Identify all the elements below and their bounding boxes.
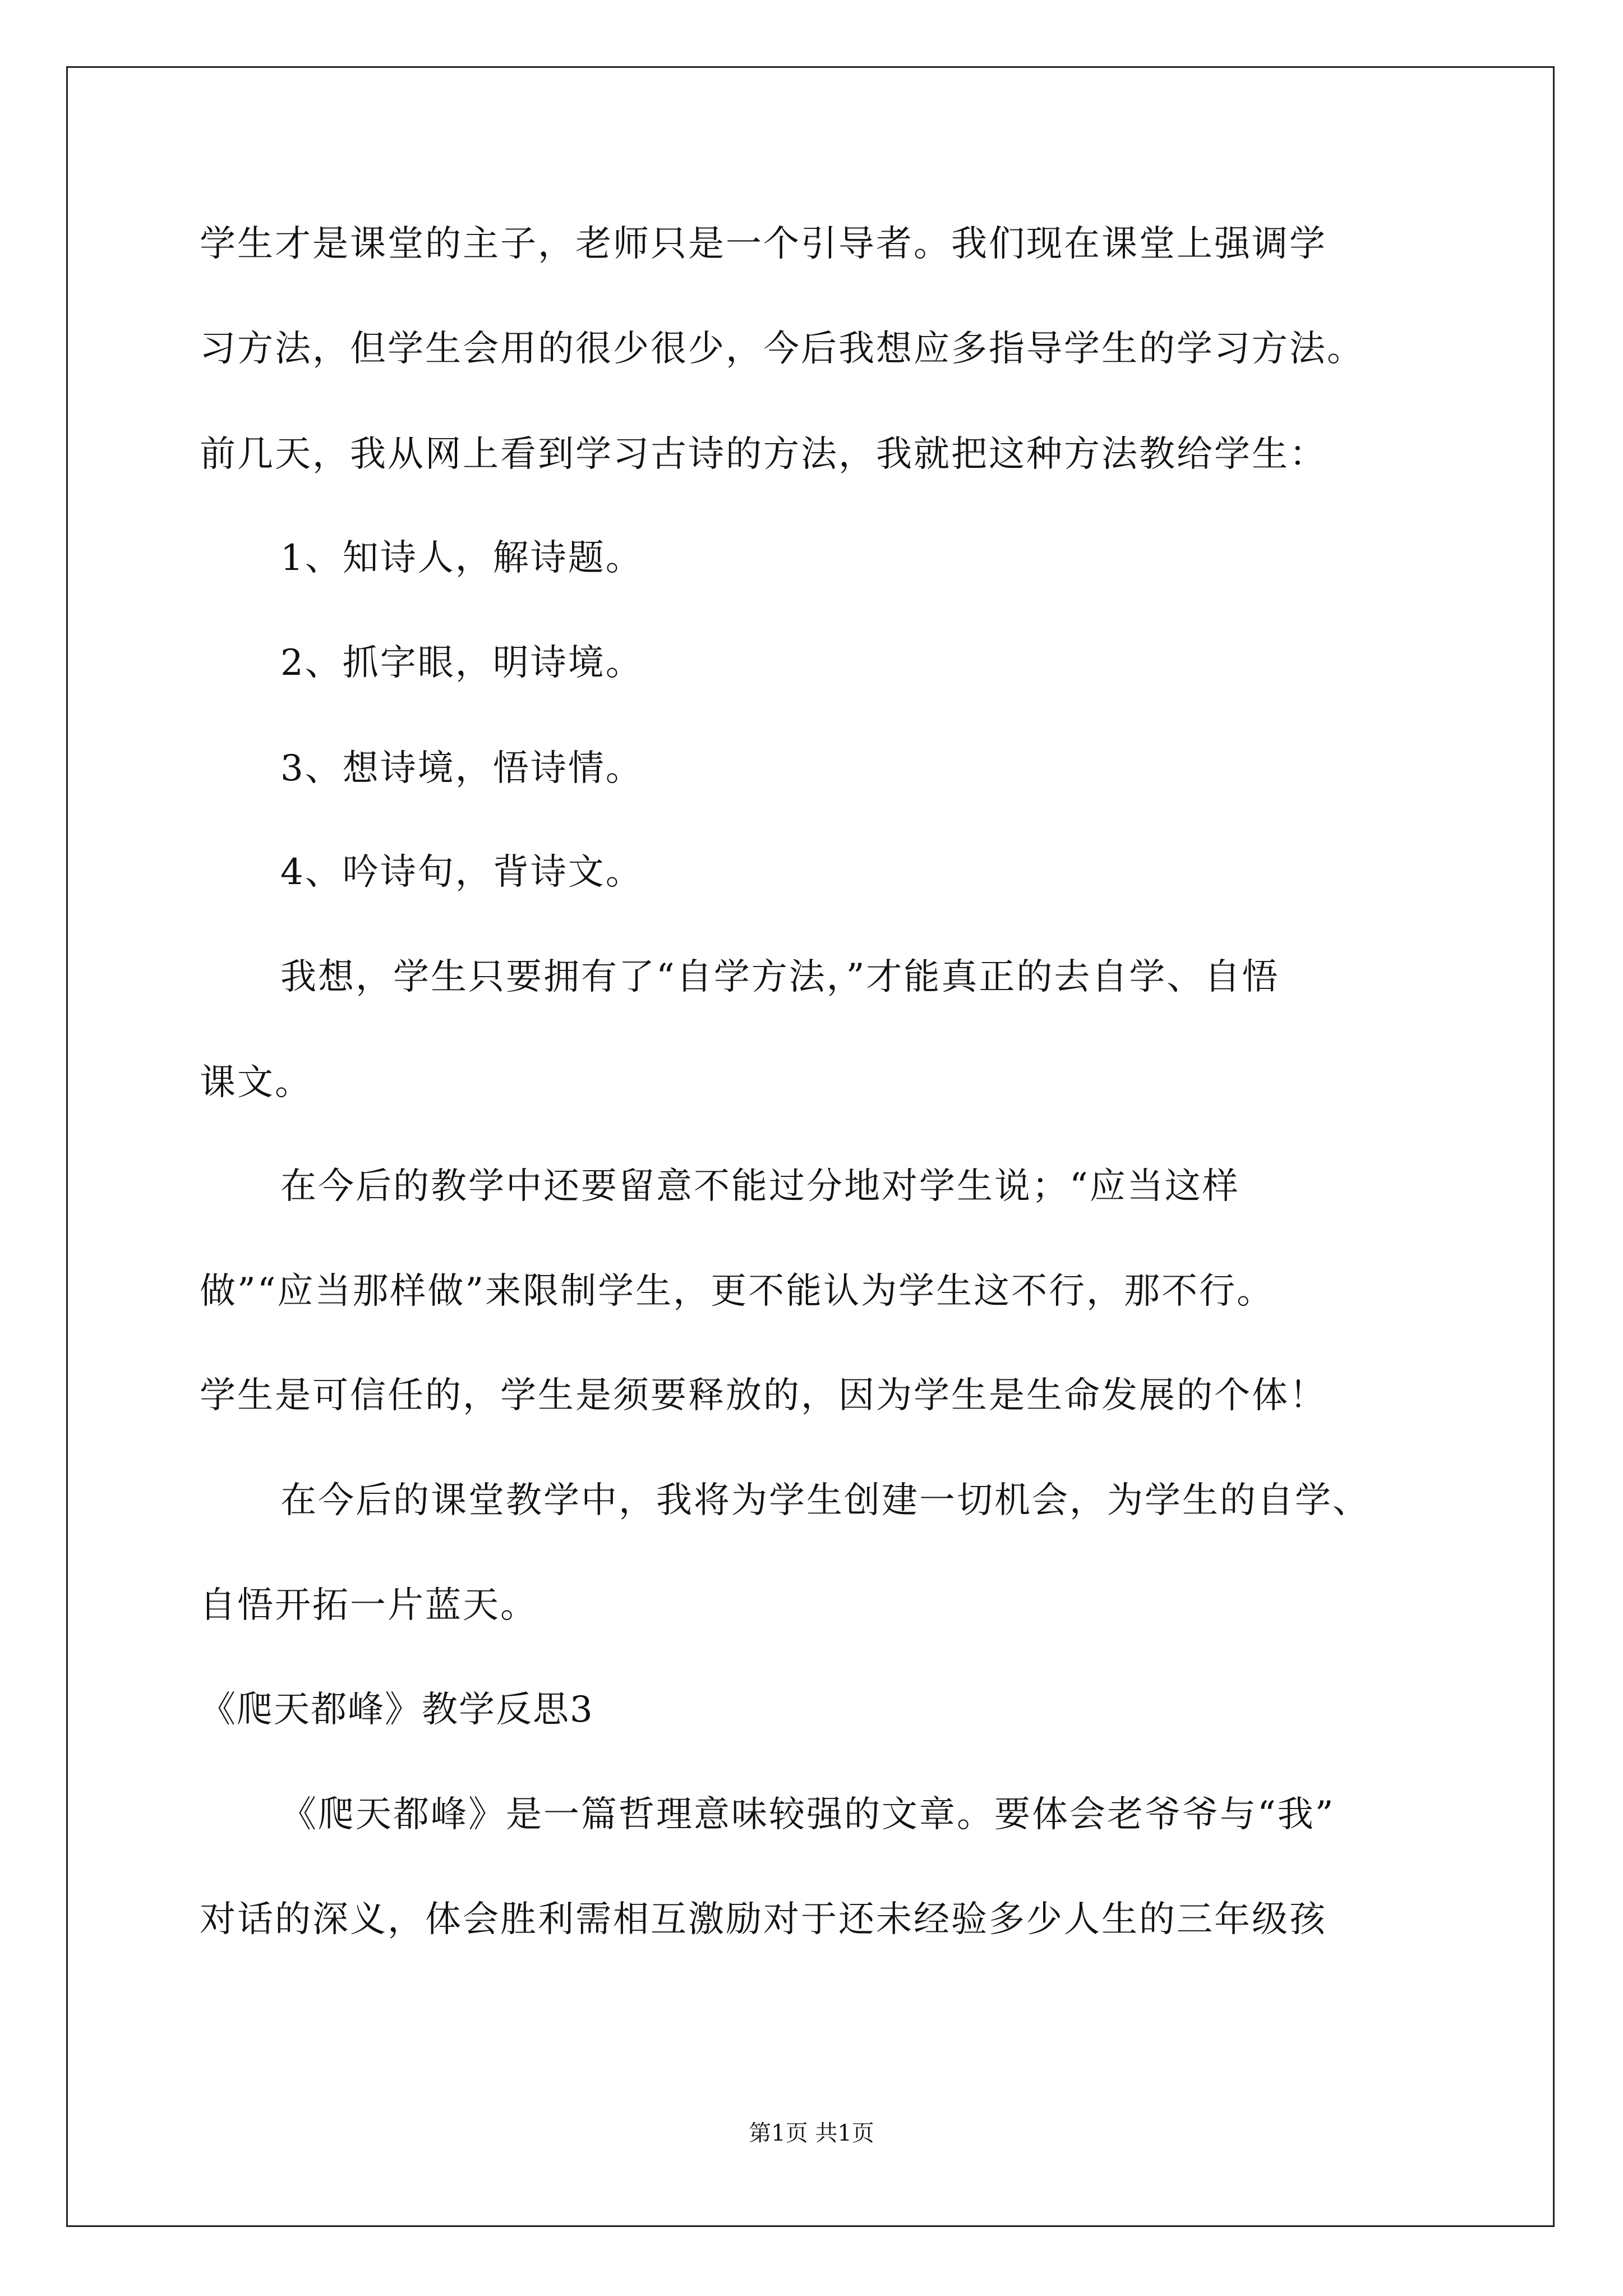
paragraph-line: 我想，学生只要拥有了“自学方法，”才能真正的去自学、自悟 [280,956,1280,998]
paragraph-line: 对话的深义，体会胜利需相互激励对于还未经验多少人生的三年级孩 [200,1899,1327,1940]
paragraph-line: 前几天，我从网上看到学习古诗的方法，我就把这种方法教给学生： [200,434,1327,475]
paragraph-line: 习方法，但学生会用的很少很少，今后我想应多指导学生的学习方法。 [200,328,1364,370]
list-item: 2、抓字眼，明诗境。 [280,642,643,684]
paragraph-line: 学生是可信任的，学生是须要释放的，因为学生是生命发展的个体！ [200,1375,1327,1416]
section-heading: 《爬天都峰》教学反思3 [200,1689,594,1731]
paragraph-line: 自悟开拓一片蓝天。 [200,1585,538,1626]
paragraph-line: 学生才是课堂的主子，老师只是一个引导者。我们现在课堂上强调学 [200,223,1327,265]
list-item: 4、吟诗句，背诗文。 [280,852,643,893]
list-item: 3、想诗境，悟诗情。 [280,748,643,789]
page-footer: 第1页 共1页 [749,2120,874,2146]
list-item: 1、知诗人，解诗题。 [280,537,643,579]
paragraph-line: 在今后的教学中还要留意不能过分地对学生说；“应当这样 [280,1166,1240,1207]
paragraph-line: 在今后的课堂教学中，我将为学生创建一切机会，为学生的自学、 [280,1480,1370,1521]
paragraph-line: 课文。 [200,1062,312,1103]
paragraph-line: 做”“应当那样做”来限制学生，更不能认为学生这不行，那不行。 [200,1271,1275,1312]
paragraph-line: 《爬天都峰》是一篇哲理意味较强的文章。要体会老爷爷与“我” [280,1794,1335,1835]
